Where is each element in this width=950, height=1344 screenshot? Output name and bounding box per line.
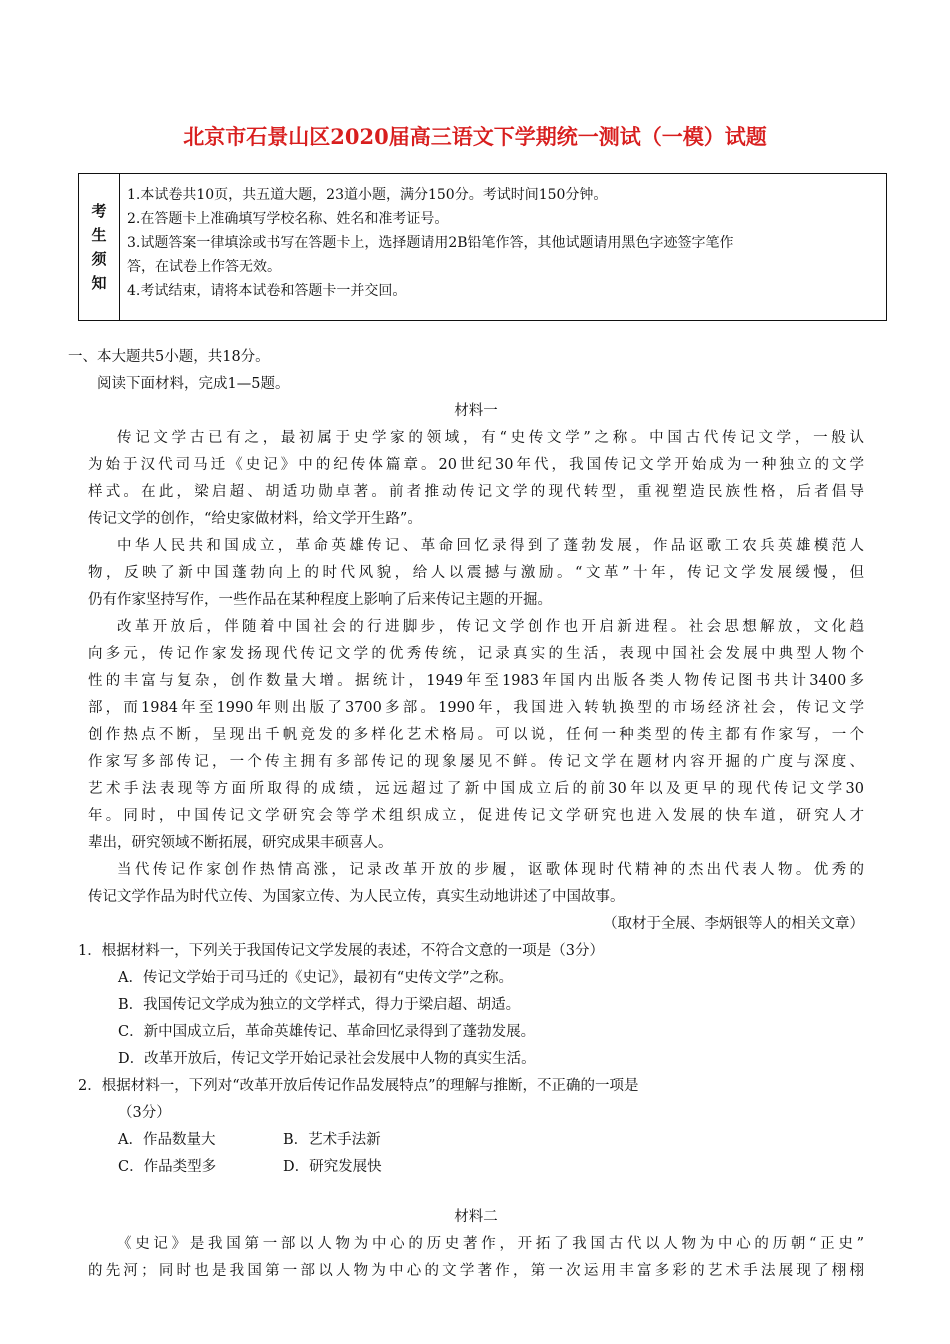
text-line: 作家写多部传记，一个传主拥有多部传记的现象屡见不鲜。传记文学在题材内容开掘的广度与深度、 bbox=[88, 754, 864, 770]
text-line: 物，反映了新中国蓬勃向上的时代风貌，给人以震撼与激励。“文革”十年，传记文学发展缓慢，但 bbox=[88, 565, 864, 581]
text-line: 的先河；同时也是我国第一部以人物为中心的文学著作，第一次运用丰富多彩的艺术手法展现了栩栩 bbox=[88, 1263, 864, 1279]
question-option: B．艺术手法新 bbox=[283, 1132, 381, 1148]
question-2 bbox=[78, 1073, 864, 1181]
question-option: A．传记文学始于司马迁的《史记》，最初有“史传文学”之称。 bbox=[118, 970, 514, 986]
text-line: 传记文学作品为时代立传、为国家立传、为人民立传，真实生动地讲述了中国故事。 bbox=[88, 889, 625, 905]
text-line: 仍有作家坚持写作，一些作品在某种程度上影响了后来传记主题的开掘。 bbox=[88, 592, 552, 608]
notice-item: 答，在试卷上作答无效。 bbox=[127, 259, 281, 275]
notice-heading-char: 知 bbox=[91, 274, 107, 292]
text-line: 部，而1984年至1990年则出版了3700多部。1990年，我国进入转轨换型的市场经济社会，传记文学 bbox=[88, 700, 864, 716]
paragraph bbox=[88, 533, 864, 614]
spacer bbox=[88, 1181, 864, 1204]
text-line: 中华人民共和国成立，革命英雄传记、革命回忆录得到了蓬勃发展，作品讴歌工农兵英雄模范人 bbox=[117, 538, 864, 554]
option-row bbox=[88, 1127, 864, 1154]
main-content bbox=[68, 344, 864, 1285]
notice-item: 2.在答题卡上准确填写学校名称、姓名和准考证号。 bbox=[127, 211, 449, 227]
question-score: （3分） bbox=[118, 1105, 171, 1121]
text-line: 当代传记作家创作热情高涨，记录改革开放的步履，讴歌体现时代精神的杰出代表人物。优秀的 bbox=[117, 862, 864, 878]
notice-item: 4.考试结束，请将本试卷和答题卡一并交回。 bbox=[127, 283, 407, 299]
text-line: 年。同时，中国传记文学研究会等学术组织成立，促进传记文学研究也进入发展的快车道，研究人才 bbox=[88, 808, 864, 824]
text-line: 性的丰富与复杂，创作数量大增。据统计，1949年至1983年国内出版各类人物传记图书共计3400多 bbox=[88, 673, 864, 689]
question-1 bbox=[78, 938, 864, 1073]
exam-notice-box bbox=[78, 173, 887, 321]
text-line: 辈出，研究领域不断拓展，研究成果丰硕喜人。 bbox=[88, 835, 393, 851]
question-option: D．改革开放后，传记文学开始记录社会发展中人物的真实生活。 bbox=[118, 1051, 536, 1067]
text-line: 《史记》是我国第一部以人物为中心的历史著作，开拓了我国古代以人物为中心的历朝“正史” bbox=[117, 1236, 864, 1252]
page-title: 北京市石景山区2020届高三语文下学期统一测试（一模）试题 bbox=[183, 124, 767, 149]
section-heading: 一、本大题共5小题，共18分。 bbox=[68, 349, 270, 365]
notice-heading bbox=[79, 174, 120, 320]
question-option: C．新中国成立后，革命英雄传记、革命回忆录得到了蓬勃发展。 bbox=[118, 1024, 536, 1040]
notice-item: 1.本试卷共10页，共五道大题，23道小题，满分150分。考试时间150分钟。 bbox=[127, 187, 608, 203]
text-line: 传记文学古已有之，最初属于史学家的领域，有“史传文学”之称。中国古代传记文学，一般认 bbox=[117, 430, 864, 446]
text-line: 艺术手法表现等方面所取得的成绩，远远超过了新中国成立后的前30年以及更早的现代传记文学30 bbox=[88, 781, 864, 797]
paragraph bbox=[88, 857, 864, 911]
question-option: D．研究发展快 bbox=[283, 1159, 382, 1175]
option-row bbox=[88, 1154, 864, 1181]
question-option: C．作品类型多 bbox=[118, 1159, 217, 1175]
question-option: B．我国传记文学成为独立的文学样式，得力于梁启超、胡适。 bbox=[118, 997, 521, 1013]
text-line: 传记文学的创作，“给史家做材料，给文学开生路”。 bbox=[88, 511, 422, 527]
text-line: 向多元，传记作家发扬现代传记文学的优秀传统，记录真实的生活，表现中国社会发展中典型人物个 bbox=[88, 646, 864, 662]
notice-heading-char: 生 bbox=[91, 226, 107, 244]
source-citation: （取材于全展、李炳银等人的相关文章） bbox=[603, 916, 864, 932]
text-line: 创作热点不断，呈现出千帆竞发的多样化艺术格局。可以说，任何一种类型的传主都有作家写，一个 bbox=[88, 727, 864, 743]
reading-instruction: 阅读下面材料，完成1—5题。 bbox=[97, 376, 290, 392]
question-stem: 1．根据材料一，下列关于我国传记文学发展的表述，不符合文意的一项是（3分） bbox=[78, 943, 604, 959]
notice-list bbox=[127, 183, 879, 303]
text-line: 为始于汉代司马迁《史记》中的纪传体篇章。20世纪30年代，我国传记文学开始成为一种独立的文学 bbox=[88, 457, 864, 473]
paragraph bbox=[88, 425, 864, 533]
text-line: 样式。在此，梁启超、胡适功勋卓著。前者推动传记文学的现代转型，重视塑造民族性格，后者倡导 bbox=[88, 484, 864, 500]
material-title: 材料二 bbox=[454, 1209, 498, 1225]
notice-item: 3.试题答案一律填涂或书写在答题卡上，选择题请用2B铅笔作答，其他试题请用黑色字迹签字笔作 bbox=[127, 235, 734, 251]
material-title: 材料一 bbox=[454, 403, 498, 419]
paragraph bbox=[88, 614, 864, 857]
notice-heading-char: 考 bbox=[91, 202, 107, 220]
question-option: A．作品数量大 bbox=[118, 1132, 216, 1148]
question-stem: 2．根据材料一，下列对“改革开放后传记作品发展特点”的理解与推断，不正确的一项是 bbox=[78, 1078, 639, 1094]
paragraph bbox=[88, 1231, 864, 1285]
text-line: 改革开放后，伴随着中国社会的行进脚步，传记文学创作也开启新进程。社会思想解放，文化趋 bbox=[117, 619, 864, 635]
notice-heading-char: 须 bbox=[91, 250, 107, 268]
